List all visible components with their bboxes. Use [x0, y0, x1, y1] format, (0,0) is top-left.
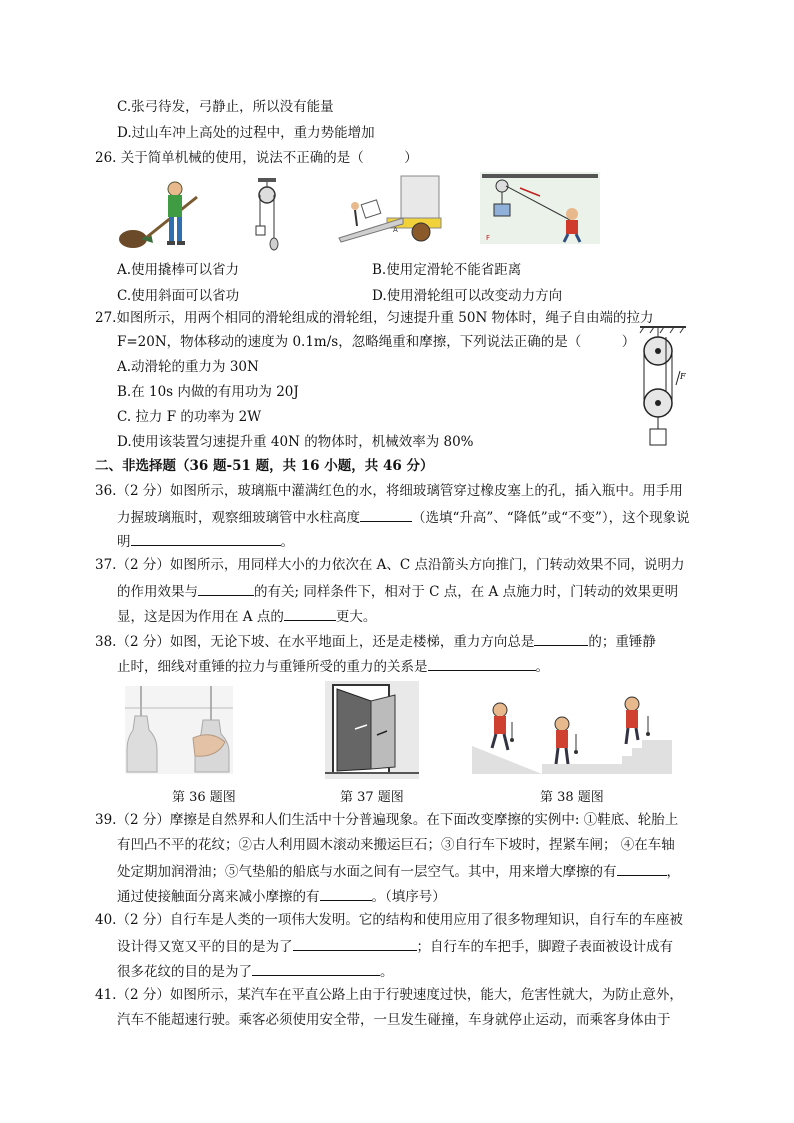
q40-blank-2[interactable] [252, 961, 380, 976]
q27-option-a: A.动滑轮的重力为 30N [117, 359, 259, 375]
q41-line2: 汽车不能超速行驶。乘客必须使用安全带，一旦发生碰撞，车身就停止运动，而乘客身体由于 [117, 1012, 671, 1028]
q37-text-d: 更大。 [335, 609, 377, 625]
q36-bottle-figure [125, 686, 233, 774]
q27-option-d: D.使用该装置匀速提升重 40N 的物体时，机械效率为 80% [117, 434, 474, 450]
q38-text-b: 的；重锤静 [588, 634, 656, 650]
q40-text-a: 设计得又宽又平的目的是为了 [117, 939, 293, 955]
q37-door-figure [325, 681, 419, 779]
caption-q37: 第 37 题图 [340, 790, 404, 805]
q36-line1: 36.（2 分）如图所示，玻璃瓶中灌满红色的水，将细玻璃管穿过橡皮塞上的孔，插入瓶中。用手用 [95, 483, 683, 499]
pulley-block-boy-figure [480, 172, 600, 244]
q39-line4 [117, 886, 446, 907]
q39-text-d: 。（填序号） [371, 889, 446, 905]
q37-text-b: 的有关; 同样条件下，相对于 C 点，在 A 点施力时，门转动的效果更明 [254, 584, 679, 600]
q37-blank-2[interactable] [284, 606, 336, 621]
q27-pulley-system-figure [636, 325, 692, 449]
q37-line1: 37.（2 分）如图所示，用同样大小的力依次在 A、C 点沿箭头方向推门，门转动效果不同，说明力 [95, 557, 685, 573]
caption-q36: 第 36 题图 [172, 790, 236, 805]
crowbar-figure [117, 175, 203, 251]
q37-text-c: 显，这是因为作用在 A 点的 [117, 609, 284, 625]
q39-blank-2[interactable] [320, 886, 372, 901]
q39-text-a: 处定期加润滑油；⑤气垫船的船底与水面之间有一层空气。其中，用来增大摩擦的有 [117, 864, 617, 880]
q38-text-c: 止时，细线对重锤的拉力与重锤所受的重力的关系是 [117, 659, 428, 675]
q38-walking-children-figure [472, 686, 672, 774]
incline-label-a: A [393, 226, 398, 234]
q39-line3 [117, 861, 680, 882]
q38-line2 [117, 656, 549, 677]
q26-option-b: B.使用定滑轮不能省距离 [372, 262, 522, 278]
q37-line2 [117, 581, 678, 602]
q40-text-b: ；自行车的车把手，脚蹬子表面被设计成有 [416, 939, 673, 955]
q40-text-d: 。 [380, 964, 394, 980]
q40-blank-1[interactable] [293, 936, 417, 951]
q41-line1: 41.（2 分）如图所示，某汽车在平直公路上由于行驶速度过快，能大，危害性就大，为防止意外， [95, 987, 683, 1003]
q25-option-d: D.过山车冲上高处的过程中，重力势能增加 [117, 125, 375, 141]
q40-line2 [117, 936, 673, 957]
q37-blank-1[interactable] [198, 581, 254, 596]
q36-line3 [117, 531, 294, 552]
q27-stem-line2: F=20N，物体移动的速度为 0.1m/s，忽略绳重和摩擦，下列说法正确的是（ ） [117, 334, 636, 350]
incline-truck-figure [335, 172, 443, 244]
section-2-heading: 二、非选择题（36 题-51 题，共 16 小题，共 46 分） [95, 458, 434, 474]
caption-q38: 第 38 题图 [540, 790, 604, 805]
q37-text-a: 的作用效果与 [117, 584, 198, 600]
q26-stem: 26. 关于简单机械的使用，说法不正确的是（ ） [95, 150, 418, 166]
q36-blank-2[interactable] [131, 531, 281, 546]
q27-option-b: B.在 10s 内做的有用功为 20J [117, 384, 299, 400]
q36-text-c: 明 [117, 534, 131, 550]
q25-option-c: C.张弓待发，弓静止，所以没有能量 [117, 99, 334, 115]
q36-text-a: 力握玻璃瓶时，观察细玻璃管中水柱高度 [117, 510, 360, 526]
q38-blank-1[interactable] [534, 631, 588, 646]
fixed-pulley-figure [255, 178, 279, 258]
q39-line1: 39.（2 分）摩擦是自然界和人们生活中十分普遍现象。在下面改变摩擦的实例中: ①鞋底、轮胎上 [95, 812, 679, 828]
q36-blank-1[interactable] [360, 507, 412, 522]
q26-option-d: D.使用滑轮组可以改变动力方向 [372, 288, 563, 304]
q27-option-c: C. 拉力 F 的功率为 2W [117, 409, 262, 425]
q36-text-d: 。 [280, 534, 294, 550]
q27-label-f: F [680, 372, 686, 381]
q39-line2: 有凹凸不平的花纹；②古人利用圆木滚动来搬运巨石；③自行车下坡时，捏紧车闸； ④在车轴 [117, 837, 675, 853]
q39-text-c: 通过使接触面分离来减小摩擦的有 [117, 889, 320, 905]
q39-blank-1[interactable] [617, 861, 667, 876]
q39-text-b: ， [666, 864, 680, 880]
pulley-label-f: F [486, 234, 491, 242]
q37-line3 [117, 606, 376, 627]
q26-option-c: C.使用斜面可以省功 [117, 288, 240, 304]
q26-option-a: A.使用撬棒可以省力 [117, 262, 240, 278]
q38-line1 [95, 631, 656, 652]
q38-text-d: 。 [535, 659, 549, 675]
q40-text-c: 很多花纹的目的是为了 [117, 964, 252, 980]
q38-text-a: 38.（2 分）如图，无论下坡、在水平地面上，还是走楼梯，重力方向总是 [95, 634, 535, 650]
q36-text-b: （选填“升高”、“降低”或“不变”），这个现象说 [412, 510, 690, 526]
q40-line1: 40.（2 分）自行车是人类的一项伟大发明。它的结构和使用应用了很多物理知识，自行车的车座被 [95, 912, 683, 928]
q36-line2 [117, 507, 690, 528]
q27-stem-line1: 27.如图所示，用两个相同的滑轮组成的滑轮组，匀速提升重 50N 物体时，绳子自由端的拉力 [95, 310, 654, 326]
q38-blank-2[interactable] [428, 656, 536, 671]
q40-line3 [117, 961, 394, 982]
